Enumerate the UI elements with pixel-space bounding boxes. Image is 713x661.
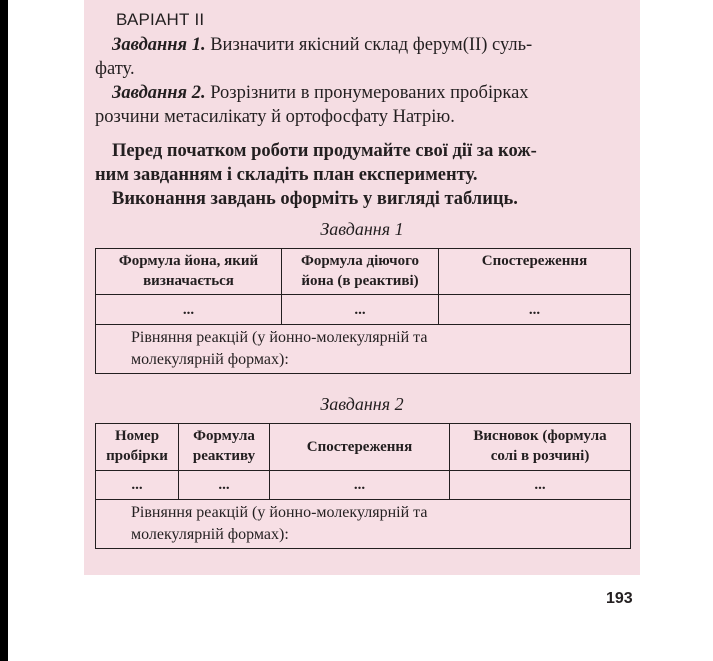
task1-line1: Завдання 1. Визначити якісний склад ферум(ІІ) суль- xyxy=(112,35,533,55)
table1-equation-cell: Рівняння реакцій (у йонно-молекулярній та молекулярній формах): xyxy=(96,325,631,374)
task1-line2: фату. xyxy=(95,59,135,79)
table2-header-observation: Спостереження xyxy=(270,424,450,471)
table2-header-reagent: Формула реактиву xyxy=(179,424,270,471)
page-number: 193 xyxy=(606,590,633,607)
table1 xyxy=(95,248,631,374)
table2-header-conclusion: Висновок (формула солі в розчині) xyxy=(450,424,631,471)
table1-header-observation: Спостереження xyxy=(439,249,631,295)
table1-cell: ... xyxy=(439,295,631,325)
table2-cell: ... xyxy=(450,471,631,500)
instructions-line1: Перед початком роботи продумайте свої дії за кож- xyxy=(112,141,537,161)
table2-caption: Завдання 2 xyxy=(320,394,404,414)
table1-placeholder-row xyxy=(96,295,631,325)
table2-cell: ... xyxy=(96,471,179,500)
table2-placeholder-row xyxy=(96,471,631,500)
table1-equation-row xyxy=(96,325,631,374)
task2-line2: розчини метасилікату й ортофосфату Натрію. xyxy=(95,107,455,127)
task2-label: Завдання 2. xyxy=(112,83,206,103)
table1-cell: ... xyxy=(282,295,439,325)
scan-edge xyxy=(0,0,8,661)
table1-header-ion: Формула йона, який визначається xyxy=(96,249,282,295)
instructions-line2: ним завданням і складіть план експерименту. xyxy=(95,165,478,185)
table2-equation-cell: Рівняння реакцій (у йонно-молекулярній та молекулярній формах): xyxy=(96,500,631,549)
table2-header-row xyxy=(96,424,631,471)
table2-equation-row xyxy=(96,500,631,549)
table2 xyxy=(95,423,631,549)
instructions-line3: Виконання завдань оформіть у вигляді таблиць. xyxy=(112,189,518,209)
table1-header-reagent: Формула діючого йона (в реактиві) xyxy=(282,249,439,295)
variant-title: ВАРІАНТ ІІ xyxy=(116,10,205,29)
task2-line1: Завдання 2. Розрізнити в пронумерованих пробірках xyxy=(112,83,529,103)
table2-cell: ... xyxy=(179,471,270,500)
table2-header-tube: Номер пробірки xyxy=(96,424,179,471)
table1-header-row xyxy=(96,249,631,295)
table1-cell: ... xyxy=(96,295,282,325)
table2-cell: ... xyxy=(270,471,450,500)
table1-caption: Завдання 1 xyxy=(320,219,404,239)
task1-label: Завдання 1. xyxy=(112,35,206,55)
